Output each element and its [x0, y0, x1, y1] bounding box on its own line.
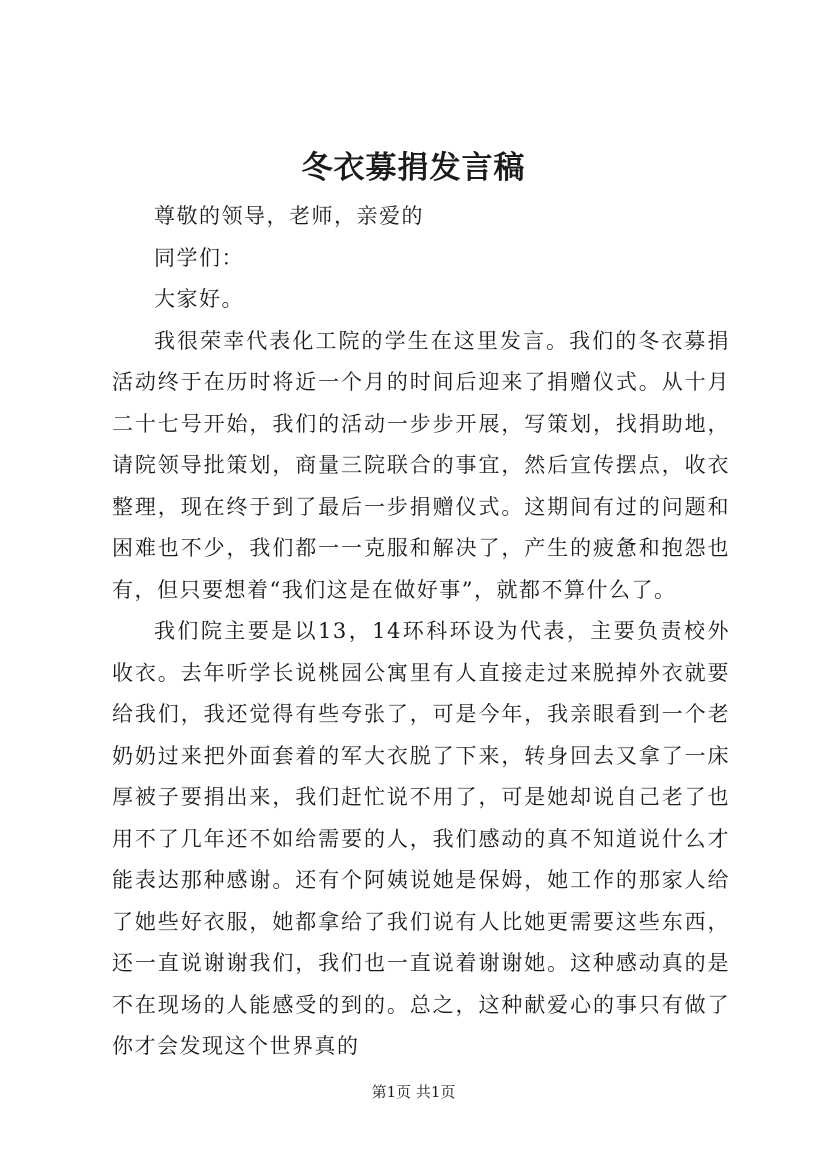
document-title: 冬衣募捐发言稿 — [301, 150, 526, 186]
paragraph-2: 我们院主要是以13，14环科环设为代表，主要负责校外收衣。去年听学长说桃园公寓里有人直接走过来脱掉外衣就要给我们，我还觉得有些夸张了，可是今年，我亲眼看到一个老奶奶过来把外面套着的军大衣脱了下来，转身回去又拿了一床厚被子要捐出来，我们赶忙说不用了，可是她却说自己老了也用不了几年还不如给需要的人，我们感动的真不知道说什么才能表达那种感谢。还有个阿姨说她是保姆，她工作的那家人给了她些好衣服，她都拿给了我们说有人比她更需要这些东西，还一直说谢谢我们，我们也一直说着谢谢她。这种感动真的是不在现场的人能感受的到的。总之，这种献爱心的事只有做了你才会发现这个世界真的 — [112, 619, 730, 1058]
greeting-line-2: 同学们： — [154, 245, 244, 270]
page-footer: 第1页 共1页 — [371, 1083, 456, 1101]
hello-line: 大家好。 — [154, 287, 244, 311]
document-body — [112, 196, 730, 1068]
greeting-line-1: 尊敬的领导，老师，亲爱的 — [154, 204, 424, 228]
paragraph-1: 我很荣幸代表化工院的学生在这里发言。我们的冬衣募捐活动终于在历时将近一个月的时间后迎来了捐赠仪式。从十月二十七号开始，我们的活动一步步开展，写策划，找捐助地，请院领导批策划，商量三院联合的事宜，然后宣传摆点，收衣整理，现在终于到了最后一步捐赠仪式。这期间有过的问题和困难也不少，我们都一一克服和解决了，产生的疲惫和抱怨也有，但只要想着“我们这是在做好事”，就都不算什么了。 — [112, 328, 730, 602]
